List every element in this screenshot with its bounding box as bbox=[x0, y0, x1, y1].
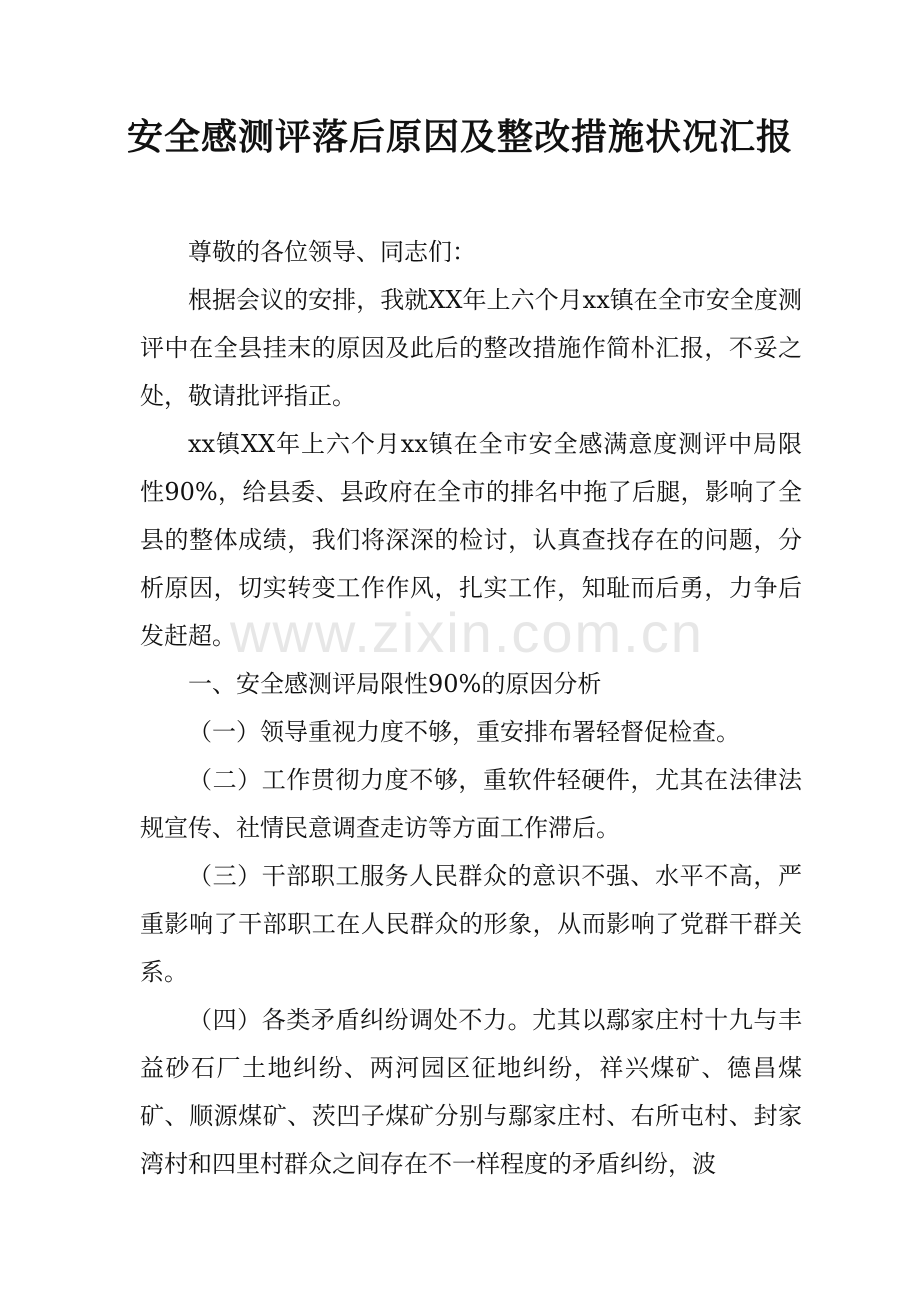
paragraph-situation: xx镇XX年上六个月xx镇在全市安全感满意度测评中局限性90%，给县委、县政府在全市的排名中拖了后腿，影响了全县的整体成绩，我们将深深的检讨，认真查找存在的问题，分析原因，切实转变工作作风，扎实工作，知耻而后勇，力争后发赶超。 bbox=[140, 430, 802, 650]
paragraph-cause-3: （三）干部职工服务人民群众的意识不强、水平不高，严重影响了干部职工在人民群众的形象，从而影响了党群干群关系。 bbox=[140, 862, 802, 986]
paragraph-cause-4: （四）各类矛盾纠纷调处不力。尤其以鄢家庄村十九与丰益砂石厂土地纠纷、两河园区征地纠纷，祥兴煤矿、德昌煤矿、顺源煤矿、茨凹子煤矿分别与鄢家庄村、右所屯村、封家湾村和四里村群众之间存在不一样程度的矛盾纠纷，波 bbox=[140, 1006, 802, 1178]
document-title: 安全感测评落后原因及整改措施状况汇报 bbox=[126, 116, 793, 158]
paragraph-intro: 根据会议的安排，我就XX年上六个月xx镇在全市安全度测评中在全县挂末的原因及此后的整改措施作简朴汇报，不妥之处，敬请批评指正。 bbox=[140, 286, 802, 410]
paragraph-salutation: 尊敬的各位领导、同志们： bbox=[188, 238, 476, 266]
document-body bbox=[140, 228, 802, 1188]
watermark: www.zixin.com.cn bbox=[230, 601, 704, 664]
paragraph-cause-1: （一）领导重视力度不够，重安排布署轻督促检查。 bbox=[188, 718, 740, 746]
paragraph-cause-2: （二）工作贯彻力度不够，重软件轻硬件，尤其在法律法规宣传、社情民意调查走访等方面工作滞后。 bbox=[140, 766, 802, 842]
section-heading-cause-analysis: 一、安全感测评局限性90%的原因分析 bbox=[188, 670, 602, 698]
